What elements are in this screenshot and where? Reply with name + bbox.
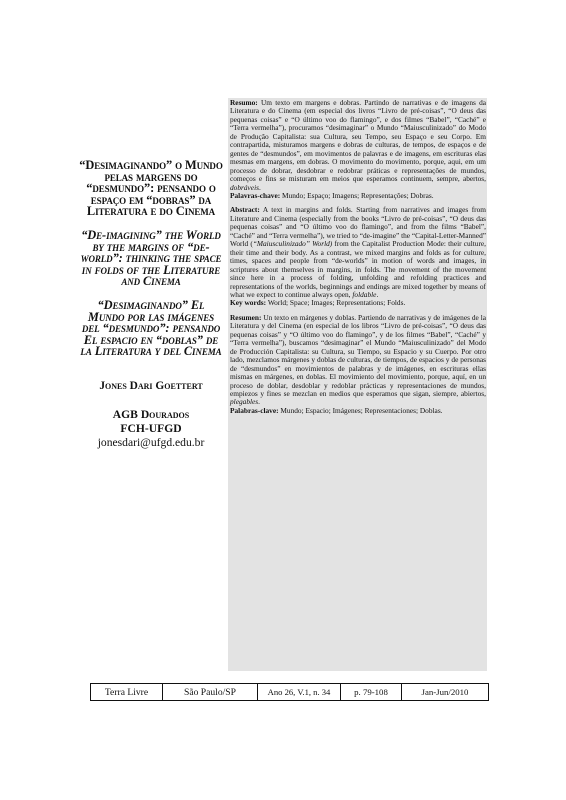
abstract-italic-word: foldable: [352, 289, 377, 299]
abstracts-column: [230, 99, 486, 421]
abstract-keywords-label: Key words:: [230, 298, 267, 308]
resumen-italic-word: plegables: [230, 397, 259, 407]
resumo-paragraph: [230, 99, 486, 192]
resumo-label: Resumo:: [230, 98, 258, 107]
resumo-text: Um texto em margens e dobras. Partindo de narrativas e de imagens da Literatura e do Cinema (em especial dos livros “Livro de pré-coisas”, “O deus das pequenas coisas” e “O último voo do flamingo”, e dos filmes “Babel”, “Caché” e “Terra vermelha”), procuramos “desimaginar” o Mundo “Maiusculinizado” do Modo de Produção Capitalista: sua Cultura, seu Tempo, seu Espaço e seu Corpo. Em contrapartida, misturamos margens e dobras de culturas, de tempos, de espaços e de gentes de “desmundos”, em movimentos de palavras e de imagens, em escrituras elas mesmas em margens, em dobras. O movimento do movimento, porque, aqui, em um processo de dobrar, desdobrar e redobrar práticas e representações de mundos, começos e fins se misturam em meios que esperamos continuem, sempre, abertos,: [230, 98, 486, 184]
affiliation: [78, 408, 224, 450]
resumen-paragraph: [230, 314, 486, 407]
footer-city: São Paulo/SP: [163, 684, 258, 700]
author-name: Jones Dari Goettert: [99, 379, 203, 392]
title-spanish: “Desimaginando” El Mundo por las imágenes del “desmundo”: pensando El espacio en “doblas” de la Literatura y del Cinema: [80, 297, 222, 359]
resumo-end: .: [258, 182, 261, 192]
footer-pages: p. 79-108: [341, 684, 402, 700]
resumo-keywords-text: Mundo; Espaço; Imagens; Representações; Dobras.: [280, 190, 434, 200]
resumo-keywords: [230, 192, 486, 200]
abstract-keywords: [230, 299, 486, 307]
resumo-italic-word: dobráveis: [230, 182, 259, 192]
affiliation-institution: FCH-UFGD: [120, 421, 182, 435]
footer-date: Jan-Jun/2010: [421, 687, 469, 697]
author-email[interactable]: jonesdari@ufgd.edu.br: [97, 435, 205, 449]
abstract-end: .: [376, 289, 379, 299]
abstract-label: Abstract:: [230, 205, 260, 215]
journal-footer: [90, 683, 489, 701]
resumen-keywords-text: Mundo; Espacio; Imágenes; Representaciones; Doblas.: [278, 405, 443, 415]
resumen-section: [230, 314, 486, 415]
title-block: [78, 160, 224, 450]
abstract-section: [230, 206, 486, 307]
abstract-italic-term: “Maiusculinizado” World): [252, 239, 333, 249]
abstract-paragraph: [230, 206, 486, 299]
abstract-text-b: from the Capitalist Production Mode: their culture, their time and their body. As a contrast, we mixed margins and folds as for culture, times, spaces and people from “de-worlds” in motion of words and images, in scriptures about themselves in margins, in folds. The movement of the movement since here in a process of folding, unfolding and refolding practices and representations of the worlds, beginnings and endings are mixed together by means of what we expect to continue always open,: [230, 239, 486, 299]
affiliation-agb: [78, 408, 224, 422]
abstract-text-a: A text in margins and folds. Starting from narratives and images from Literature and Cinema (especially from the books “Livro de pré-coisas”, “O deus das pequenas coisas” and “O último voo do flamingo”, and from the films “Babel”, “Caché” and “Terra vermelha”), we tried to “de-imagine” the “Capital-Letter-Manned” World (: [230, 205, 486, 249]
resumen-keywords-label: Palabras-clave:: [230, 405, 279, 415]
resumo-keywords-label: Palavras-chave:: [230, 190, 281, 200]
affiliation-agb-city: Dourados: [140, 407, 190, 421]
title-english: “De-imagining” the World by the margins of “de-world”: thinking the space in folds of the Literature and Cinema: [80, 227, 222, 289]
resumen-keywords: [230, 407, 486, 415]
resumen-text: Un texto en márgenes y doblas. Partiendo de narrativas y de imágenes de la Literatura y del Cinema (en especial de los libros “Livro de pré-coisas”, “O deus das pequenas coisas” y “O último voo do flamingo”, y de los filmes “Babel”, “Caché” y “Terra vermelha”), buscamos “desimaginar” el Mundo “Maiusculinizado” del Modo de Producción Capitalista: su Cultura, su Tiempo, su Espacio y su Cuerpo. Por otro lado, mezclamos márgenes y doblas de culturas, de tiempos, de espacios y de personas de “desmundos” en movimientos de palabras y de imágenes, en escrituras ellas mismas en márgenes, en doblas. El movimiento del movimiento, porque, aquí, en un proceso de doblar, desdoblar y redoblar prácticas y representaciones de mundos, empiezos y fines se mezclan en medios que esperamos que sigan, siempre, abiertos,: [230, 312, 486, 398]
affiliation-agb-prefix: AGB: [112, 407, 138, 421]
resumo-section: [230, 99, 486, 200]
footer-journal: Terra Livre: [91, 684, 163, 700]
resumen-label: Resumen:: [230, 312, 262, 322]
resumen-end: .: [258, 397, 260, 407]
title-portuguese: “Desimaginando” o Mundo pelas margens do “desmundo”: pensando o espaço em “dobras” da Literatura e do Cinema: [79, 158, 223, 219]
abstract-keywords-text: World; Space; Images; Representations; Folds.: [266, 298, 406, 308]
footer-volume: Ano 26, V.1, n. 34: [258, 684, 341, 700]
